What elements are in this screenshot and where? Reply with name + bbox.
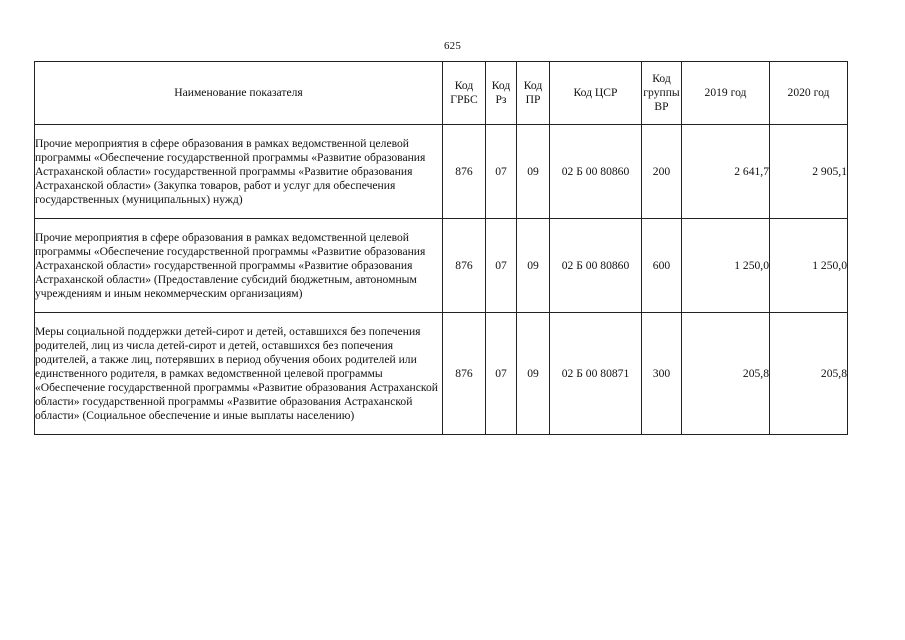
row-name: Меры социальной поддержки детей-сирот и детей, оставшихся без попечения родителей, лиц из числа детей-сирот и детей, оставшихся без попечения родителей, а также лиц, потерявших в период обучения обоих родителей или единственного родителя, в рамках ведомственной целевой программы «Обеспечение государственной программы «Развитие образования Астраханской области» государственной программы «Развитие образования Астраханской области» (Социальное обеспечение и иные выплаты населению) <box>35 313 443 435</box>
row-grbs: 876 <box>443 125 486 219</box>
row-pr: 09 <box>517 313 550 435</box>
row-2019: 2 641,7 <box>682 125 770 219</box>
page-number: 625 <box>443 40 462 52</box>
header-grbs: Код ГРБС <box>443 62 486 125</box>
table-row <box>35 125 848 219</box>
row-grbs: 876 <box>443 313 486 435</box>
row-csr: 02 Б 00 80860 <box>550 125 642 219</box>
row-pr: 09 <box>517 125 550 219</box>
table-header-row <box>35 62 848 125</box>
row-2019: 1 250,0 <box>682 219 770 313</box>
row-grbs: 876 <box>443 219 486 313</box>
row-name: Прочие мероприятия в сфере образования в рамках ведомственной целевой программы «Обеспечение государственной программы «Развитие образования Астраханской области» государственной программы «Развитие образования Астраханской области» (Предоставление субсидий бюджетным, автономным учреждениям и иным некоммерческим организациям) <box>35 219 443 313</box>
row-vr: 200 <box>642 125 682 219</box>
row-csr: 02 Б 00 80860 <box>550 219 642 313</box>
header-vr: Код группы ВР <box>642 62 682 125</box>
header-csr: Код ЦСР <box>550 62 642 125</box>
row-csr: 02 Б 00 80871 <box>550 313 642 435</box>
budget-table <box>34 61 848 435</box>
table-row <box>35 313 848 435</box>
header-rz: Код Рз <box>486 62 517 125</box>
row-name: Прочие мероприятия в сфере образования в рамках ведомственной целевой программы «Обеспечение государственной программы «Развитие образования Астраханской области» государственной программы «Развитие образования Астраханской области» (Закупка товаров, работ и услуг для обеспечения государственных (муниципальных) нужд) <box>35 125 443 219</box>
row-vr: 600 <box>642 219 682 313</box>
row-vr: 300 <box>642 313 682 435</box>
header-2020: 2020 год <box>770 62 848 125</box>
header-2019: 2019 год <box>682 62 770 125</box>
row-2020: 1 250,0 <box>770 219 848 313</box>
row-rz: 07 <box>486 313 517 435</box>
row-2020: 2 905,1 <box>770 125 848 219</box>
row-2019: 205,8 <box>682 313 770 435</box>
row-rz: 07 <box>486 125 517 219</box>
row-rz: 07 <box>486 219 517 313</box>
header-name: Наименование показателя <box>35 62 443 125</box>
row-2020: 205,8 <box>770 313 848 435</box>
table-row <box>35 219 848 313</box>
header-pr: Код ПР <box>517 62 550 125</box>
row-pr: 09 <box>517 219 550 313</box>
